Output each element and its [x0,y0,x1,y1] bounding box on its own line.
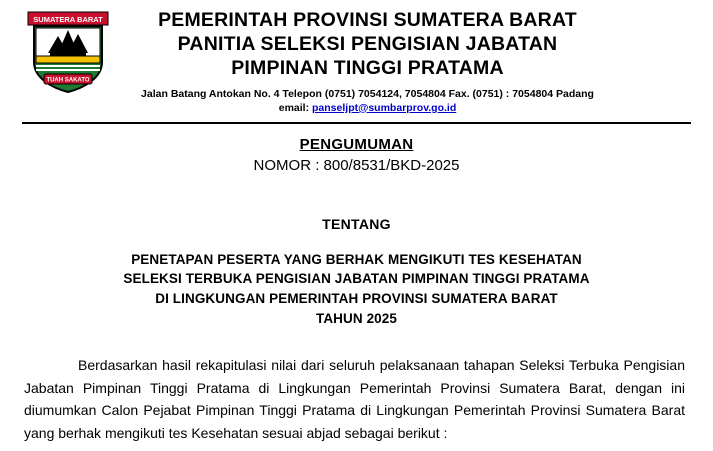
letterhead-line-3: PIMPINAN TINGGI PRATAMA [231,57,504,80]
subject-line-1: PENETAPAN PESERTA YANG BERHAK MENGIKUTI TES KESEHATAN [131,251,582,267]
svg-text:SUMATERA BARAT: SUMATERA BARAT [33,15,103,24]
body-paragraph [22,354,691,445]
letterhead-line-2: PANITIA SELEKSI PENGISIAN JABATAN [177,33,558,56]
subject-line-4: TAHUN 2025 [315,310,398,326]
letterhead-line-1: PEMERINTAH PROVINSI SUMATERA BARAT [158,9,577,31]
email-link[interactable]: panseljpt@sumbarprov.go.id [312,101,457,114]
email-label: email: [278,101,313,114]
announcement-number: NOMOR : 800/8531/BKD-2025 [253,156,460,174]
announcement-subject [22,250,691,328]
letterhead [22,8,691,115]
about-label: TENTANG [322,215,391,232]
header-divider [22,122,691,124]
subject-line-2: SELEKSI TERBUKA PENGISIAN JABATAN PIMPINAN TINGGI PRATAMA [123,271,590,287]
svg-text:TUAH SAKATO: TUAH SAKATO [46,77,90,84]
announcement-title: PENGUMUMAN [299,135,414,153]
letterhead-text [114,8,691,115]
letterhead-address-block [114,87,621,115]
coat-of-arms-icon [22,8,114,94]
letterhead-email-line [114,101,621,115]
announcement-header [22,136,691,174]
letterhead-address: Jalan Batang Antokan No. 4 Telepon (0751) 7054124, 7054804 Fax. (0751) : 7054804 Padang [141,87,594,100]
subject-line-3: DI LINGKUNGAN PEMERINTAH PROVINSI SUMATERA BARAT [155,290,558,306]
paragraph-text: Berdasarkan hasil rekapitulasi nilai dari seluruh pelaksanaan tahapan Seleksi Terbuka Pengisian Jabatan Pimpinan Tinggi Pratama di Lingkungan Pemerintah Provinsi Sumatera Barat, dengan ini diumumkan Calon Pejabat Pimpinan Tinggi Pratama di Lingkungan Pemerintah Provinsi Sumatera Barat yang berhak mengikuti tes Kesehatan sesuai abjad sebagai berikut : [24,357,685,442]
